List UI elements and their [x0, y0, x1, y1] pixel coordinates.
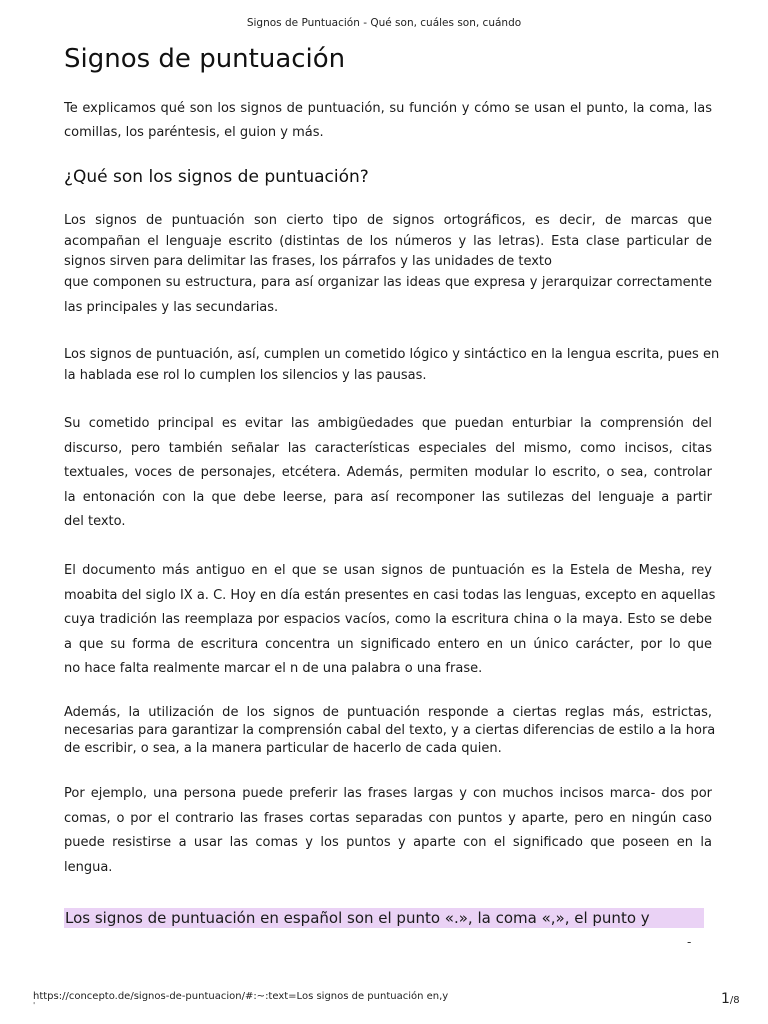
text-line: textuales, voces de personajes, etcétera. Además, permiten modular lo escrito, o sea, controlar [64, 465, 712, 480]
footer-mark: ' [33, 1001, 36, 1010]
text-line: puede resistirse a usar las comas y los puntos y aparte con el significado que poseen en la [64, 835, 712, 850]
text-line: El documento más antiguo en el que se usan signos de puntuación es la Estela de Mesha, rey [64, 563, 712, 578]
text-line: la hablada ese rol lo cumplen los silencios y las pausas. [64, 368, 427, 383]
paragraph-5 [64, 704, 716, 758]
text-line: comillas, los paréntesis, el guion y más. [64, 125, 324, 140]
paragraph-6 [64, 782, 712, 880]
text-line: las principales y las secundarias. [64, 300, 279, 315]
footer-url: https://concepto.de/signos-de-puntuacion/#:~:text=Los signos de puntuación en,y [33, 991, 449, 1002]
text-line: Su cometido principal es evitar las ambigüedades que puedan enturbiar la comprensión del [64, 416, 712, 431]
page-title: Signos de puntuación [64, 44, 346, 74]
hyphen-mark: - [687, 935, 692, 949]
text-line: la entonación con la que debe leerse, para así recomponer las sutilezas del lenguaje a partir [64, 489, 712, 505]
text-line: Te explicamos qué son los signos de puntuación, su función y cómo se usan el punto, la coma, las [64, 101, 712, 116]
page-total: /8 [729, 995, 740, 1006]
paragraph-2 [64, 344, 720, 386]
paragraph-4 [64, 559, 716, 682]
text-line: comas, o por el contrario las frases cortas separadas con puntos y aparte, pero en ningún caso [64, 810, 712, 826]
text-line: de escribir, o sea, a la manera particular de hacerlo de cada quien. [64, 741, 502, 756]
text-line: del texto. [64, 514, 126, 529]
page-current: 1 [721, 991, 730, 1007]
text-line: lengua. [64, 859, 113, 875]
text-line: a que su forma de escritura concentra un significado entero en un único carácter, por lo que [64, 636, 712, 652]
intro-paragraph [64, 97, 712, 145]
text-line: acompañan el lenguaje escrito (distintas de los números y las letras). Esta clase particular de [64, 234, 712, 249]
text-line: Además, la utilización de los signos de puntuación responde a ciertas reglas más, estrictas, [64, 705, 712, 720]
text-line: no hace falta realmente marcar el n de una palabra o una frase. [64, 661, 483, 676]
page-number [721, 991, 740, 1007]
text-line: discurso, pero también señalar las características especiales del mismo, como incisos, citas [64, 440, 712, 456]
text-line: que componen su estructura, para así organizar las ideas que expresa y jerarquizar correctamente [64, 275, 712, 290]
text-line: moabita del siglo IX a. C. Hoy en día están presentes en casi todas las lenguas, excepto en aquellas [64, 587, 716, 603]
print-header-title: Signos de Puntuación - Qué son, cuáles son, cuándo [246, 17, 522, 29]
paragraph-1 [64, 210, 712, 321]
text-line: necesarias para garantizar la comprensión cabal del texto, y a ciertas diferencias de estilo a la hora [64, 723, 716, 738]
paragraph-3 [64, 412, 712, 535]
section-heading: ¿Qué son los signos de puntuación? [64, 167, 369, 187]
text-line: Los signos de puntuación, así, cumplen un cometido lógico y sintáctico en la lengua escrita, pues en [64, 347, 720, 362]
highlighted-text: Los signos de puntuación en español son el punto «.», la coma «,», el punto y [64, 908, 704, 928]
text-line: cuya tradición las reemplaza por espacios vacíos, como la escritura china o la maya. Esto se debe [64, 612, 712, 627]
text-line: Los signos de puntuación son cierto tipo de signos ortográficos, es decir, de marcas que [64, 213, 712, 228]
text-line: signos sirven para delimitar las frases, los párrafos y las unidades de texto [64, 254, 552, 269]
text-line: Por ejemplo, una persona puede preferir las frases largas y con muchos incisos marca- dos por [64, 786, 712, 801]
